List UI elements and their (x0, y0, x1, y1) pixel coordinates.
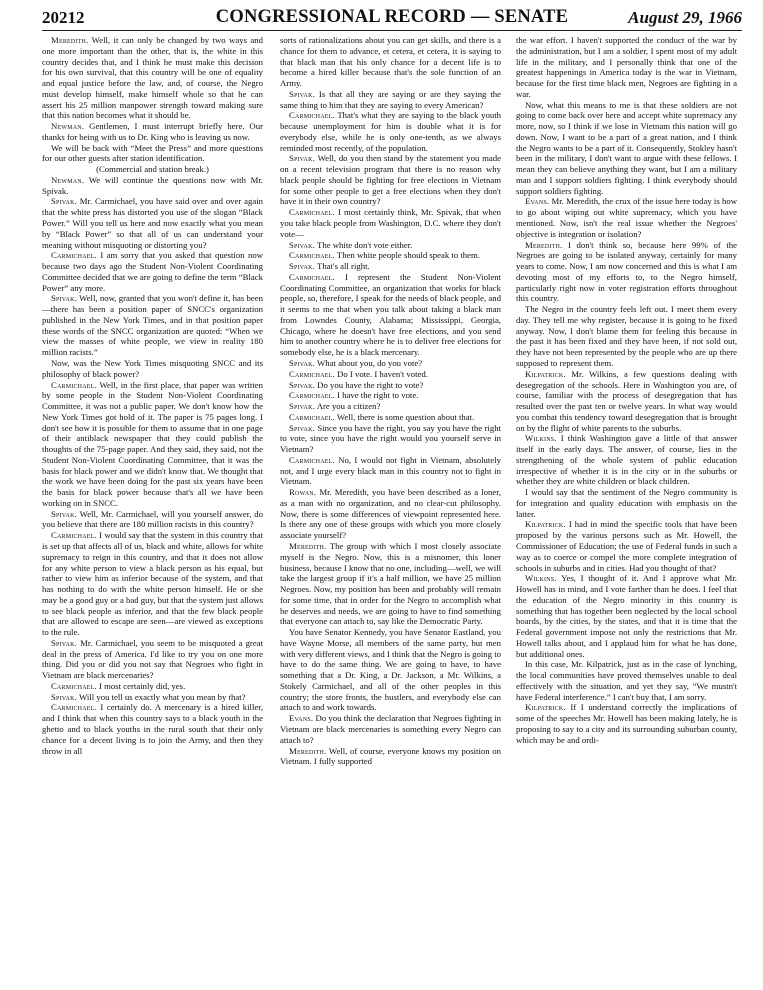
paragraph-text: Mr. Wilkins, a few questions dealing with desegregation of the schools. Here in Washington you are, of course, familiar with the process of desegregation that has resulted over the past ten or twelve years. In what way would you combat this tendency toward desegregation that is brought on by the flight of white parents to the suburbs. (516, 368, 737, 433)
paragraph (42, 196, 263, 250)
paragraph-text: (Commercial and station break.) (96, 164, 209, 175)
paragraph-text: Well, it can only be changed by two ways and one more important than the other, that is, the white in this country decides that, and I think he must make this decision for his own survival, that this country will be one of equality and equal justice before the law, and, of course, the Negro must develop himself, make himself whole so that he can assert his 25 million manpower strength toward making sure that this nation becomes what it should be. (42, 35, 263, 121)
paragraph (280, 272, 501, 358)
header-rule (42, 30, 742, 31)
paragraph-text: the war effort. I haven't supported the conduct of the war by the administration, but I am a soldier, I spent most of my adult life in the military, and I personally think that one of the greatest happenings in America today is the war in Vietnam, because for the first time black men, Negroes are fighting in a war. (516, 35, 737, 99)
paragraph (280, 541, 501, 627)
paragraph-text: That's all right. (315, 261, 370, 272)
paragraph-text: I most certainly did, yes. (96, 680, 186, 691)
paragraph (280, 627, 501, 713)
paragraph (280, 412, 501, 423)
speaker-name: Wilkins. (525, 433, 557, 444)
paragraph-text: That's what they are saying to the black youth because unemployment for him is double what it is for everybody else, while he is only one-tenth, as we always reminded most recently, of the population. (280, 110, 501, 153)
speaker-name: Spivak. (289, 88, 315, 99)
speaker-name: Carmichael. (289, 207, 335, 218)
paragraph-text: Gentlemen, I must interrupt briefly here. Our thanks for being with us to Dr. King who is leaving us now. (42, 121, 263, 142)
speaker-name: Kilpatrick. (525, 702, 566, 713)
page-number: 20212 (42, 8, 85, 27)
text-column-3 (516, 35, 737, 746)
paragraph (280, 401, 501, 412)
paragraph-text: Are you a citizen? (315, 401, 381, 412)
paragraph (42, 164, 263, 175)
speaker-name: Carmichael. (289, 110, 335, 121)
speaker-name: Meredith. (51, 35, 89, 45)
paragraph (280, 455, 501, 487)
speaker-name: Spivak. (51, 691, 77, 702)
paragraph (516, 369, 737, 434)
speaker-name: Carmichael. (289, 411, 335, 422)
paragraph-text: Now, was the New York Times misquoting SNCC and its philosophy of black power? (42, 357, 263, 379)
publication-title: CONGRESSIONAL RECORD — SENATE (215, 7, 569, 27)
speaker-name: Spivak. (289, 153, 315, 164)
paragraph (42, 702, 263, 756)
speaker-name: Spivak. (289, 379, 315, 390)
paragraph-text: Mr. Meredith, the crux of the issue here today is how to go about wiping out white supremacy, which you have mentioned. Now, isn't the real issue whether the Negroes' objective is integration or isolation? (516, 196, 737, 239)
paragraph-text: Is that all they are saying or are they saying the same thing to him that they are saying to every American? (280, 88, 501, 110)
paragraph-text: Do I vote. I haven't voted. (334, 368, 428, 379)
speaker-name: Spivak. (51, 508, 77, 519)
speaker-name: Carmichael. (51, 680, 97, 691)
paragraph (42, 250, 263, 293)
paragraph-text: I represent the Student Non-Violent Coordinating Committee, an organization that works for black people, so, therefore, I speak for the needs of black people, and it seems to me that when you talk about taking a black man from Lowndes County, Alabama; Mississippi, Georgia, Chicago, where he doesn't have free elections, and you send him to another country where he is to deliver free elections for somebody else, he is a black mercenary. (280, 271, 501, 358)
paragraph (516, 196, 737, 239)
paragraph-text: If I understand correctly the implications of some of the speeches Mr. Howell has been making lately, he is proposing to say to a city and its surrounding suburban county, which may be and ordi- (516, 702, 737, 745)
speaker-name: Carmichael. (289, 250, 335, 261)
speaker-name: Spivak. (289, 261, 315, 272)
paragraph-text: Mr. Meredith, you have been described as a loner, as a man with no organization, and no clear-cut philosophy. Now, there is some differences of viewpoint represented here. Is there any one of these groups with which you more closely associate yourself? (280, 487, 501, 541)
paragraph (280, 369, 501, 380)
paragraph (42, 293, 263, 358)
paragraph-text: sorts of rationalizations about you can get skills, and there is a chance for them to advance, et cetera, et cetera, it is saying to that black man that his only chance for a decent life is to become a hired killer because that's the sole function of an Army. (280, 35, 501, 89)
paragraph (280, 358, 501, 369)
paragraph-text: I don't think so, because here 99% of the Negroes are going to be isolated anyway, certainly for many years to come. Now, I am now concerned and this is what I am devoting most of my efforts to, to the Negro himself, particularly right now in voter registration efforts throughout this country. (516, 239, 737, 304)
paragraph (516, 304, 737, 369)
paragraph-text: I most certainly think, Mr. Spivak, that when you take black people from Washington, D.C. where they don't vote— (280, 207, 501, 239)
paragraph-text: I am sorry that you asked that question now because two days ago the Student Non-Violent Coordinating Committee decided that we are going to define the term “Black Power” any more. (42, 250, 263, 293)
paragraph (516, 487, 737, 519)
speaker-name: Spivak. (289, 422, 315, 433)
speaker-name: Spivak. (289, 401, 315, 412)
paragraph-text: Well, of course, everyone knows my position on Vietnam. I fully supported (280, 745, 501, 767)
paragraph (42, 380, 263, 509)
speaker-name: Rowan. (289, 487, 317, 498)
paragraph (42, 143, 263, 165)
speaker-name: Evans. (525, 196, 550, 207)
paragraph-text: I certainly do. A mercenary is a hired killer, and I think that when this country says to a black youth in the ghetto and to black youths in the rural south that their only chance for a decent living is to join the Army, and then they throw in all (42, 702, 263, 756)
speaker-name: Spivak. (51, 637, 77, 648)
paragraph (516, 573, 737, 659)
speaker-name: Carmichael. (51, 530, 97, 541)
paragraph-text: We will continue the questions now with Mr. Spivak. (42, 174, 263, 196)
paragraph-text: I think Washington gave a little of that answer itself in the early days. The answer, of course, lies in the strengthening of the whole system of public education irrespective of whether it is in the city or in the suburbs or whether they are white children or black children. (516, 433, 737, 487)
paragraph (280, 390, 501, 401)
speaker-name: Carmichael. (51, 379, 97, 390)
paragraph-text: What about you, do you vote? (315, 357, 423, 368)
paragraph-text: We will be back with “Meet the Press” and more questions for our other guests after station identification. (42, 142, 263, 164)
paragraph (280, 746, 501, 768)
paragraph (516, 659, 737, 702)
paragraph (516, 702, 737, 745)
paragraph (280, 250, 501, 261)
speaker-name: Carmichael. (289, 454, 335, 465)
paragraph-text: I have the right to vote. (334, 390, 419, 401)
paragraph-text: No, I would not fight in Vietnam, absolutely not, and I urge every black man in this country not to fight in Vietnam. (280, 454, 501, 487)
speaker-name: Carmichael. (289, 390, 335, 401)
paragraph-text: You have Senator Kennedy, you have Senator Eastland, you have Wayne Morse, all members of the same party, but men with very different views, and I think that the Negro is going to have to do the same thing. We are going to have, to have something that a Dr. King, a Dr. Jackson, a Mr. Wilkins, a Stokely Carmichael, and all of the other peoples in this country; the store fronts, the hustlers, and everybody else can attach to and work towards. (280, 627, 501, 713)
paragraph-text: In this case, Mr. Kilpatrick, just as in the case of lynching, the local communities have proved themselves unable to deal effectively with the situation, and yet they say, “We mustn't have Federal interference.” I can't buy that, I am sorry. (516, 659, 737, 702)
paragraph-text: Mr. Carmichael, you have said over and over again that the white press has distorted you use of the slogan “Black Power.” Will you tell us here and now exactly what you mean by “Black Power” so that all of us can understand your meaning without misquoting or distorting you? (42, 196, 263, 250)
speaker-name: Spivak. (289, 239, 315, 250)
paragraph (280, 423, 501, 455)
paragraph-text: Since you have the right, you say you have the right to vote, since you have the right would you yourself serve in Vietnam? (280, 422, 501, 455)
paragraph (42, 530, 263, 638)
page-header (42, 6, 742, 32)
paragraph-text: Mr. Carmichael, you seem to be misquoted a great deal in the press of America. I'd like to try you on one more thing. Did you or did you not say that Negroes who fight in Vietnam are black mercenaries? (42, 637, 263, 681)
paragraph (516, 35, 737, 100)
paragraph (280, 261, 501, 272)
paragraph-text: Well, there is some question about that. (334, 411, 475, 422)
paragraph (42, 692, 263, 703)
paragraph (516, 433, 737, 487)
paragraph (42, 681, 263, 692)
speaker-name: Spivak. (51, 196, 77, 207)
paragraph-text: I would say that the sentiment of the Negro community is for integration and quality education with emphasis on the latter. (516, 487, 737, 519)
paragraph-text: The white don't vote either. (315, 239, 413, 250)
paragraph (516, 240, 737, 305)
text-column-1 (42, 35, 263, 756)
paragraph-text: The group with which I most closely associate myself is the Negro. Now, this is a misnomer, this loner business, because I know that no one, including—well, we will take the largest group if it's a half million, we have 25 million Negroes. Now, my position has been and probably will remain for some time, that in order for the Negro to accomplish what he deserves and needs, we are going to have to find something that everyone can attach to, say like the Democratic Party. (280, 540, 501, 627)
paragraph (42, 35, 263, 121)
paragraph-text: Do you have the right to vote? (315, 379, 424, 390)
paragraph (42, 121, 263, 143)
paragraph (42, 638, 263, 681)
paragraph-text: Well, do you then stand by the statement you made on a recent television program that there is no reason why black people should be fighting for free elections in Vietnam for some other people to get a free elections when they don't have it in their own country? (280, 153, 501, 207)
speaker-name: Wilkins. (525, 573, 557, 584)
paragraph (280, 207, 501, 239)
paragraph (42, 358, 263, 380)
paragraph-text: Then white people should speak to them. (334, 250, 480, 261)
paragraph (280, 110, 501, 153)
speaker-name: Meredith. (525, 239, 563, 250)
paragraph-text: Will you tell us exactly what you mean by that? (77, 691, 246, 702)
paragraph-text: The Negro in the country feels left out. I meet them every day. They tell me why register, because it is going to be fixed anyway. Now, I don't blame them for feeling this because in the past it has been fixed and they have been, if not sold out, they have not been represented by the people who are up there supposed to represent them. (516, 304, 737, 368)
paragraph (280, 380, 501, 391)
paragraph-text: Do you think the declaration that Negroes fighting in Vietnam are black mercenaries is something every Negro can attach to? (280, 713, 501, 745)
speaker-name: Carmichael. (289, 368, 335, 379)
speaker-name: Carmichael. (51, 702, 97, 713)
speaker-name: Carmichael. (289, 271, 335, 282)
paragraph (42, 509, 263, 531)
speaker-name: Spivak. (289, 357, 315, 368)
paragraph (280, 89, 501, 111)
speaker-name: Meredith. (289, 745, 327, 756)
paragraph-text: I would say that the system in this country that is set up that affects all of us, black and white, allows for white supremacy to reign in this country, and that it does not allow for any white person to view a black person as his equal, but rather to view him as inferior because of the system, and that has nothing to do with the white person himself. He or she may be a good guy or a bad guy, but that the system just allows to see black people as inferior, and that the few black people that are allowed to escape are seen—are viewed as exceptions to the rule. (42, 530, 263, 638)
paragraph (280, 240, 501, 251)
issue-date: August 29, 1966 (628, 8, 742, 27)
paragraph-text: Well, now, granted that you won't define it, has been—there has been a position paper of SNCC's organization published in the New York Times, and in that position paper these words of the SNCC organization are quoted: “When we view the masses of white people, we view in reality 180 million racists.” (42, 293, 263, 358)
speaker-name: Carmichael. (51, 250, 97, 261)
paragraph (280, 35, 501, 89)
paragraph-text: Now, what this means to me is that these soldiers are not going to come back over here and accept white supremacy any more, now, so I think if we lose in Vietnam this nation will go down. Now, I want to be a part of a great nation, and I think the Negro wants to be a part of it. Consequently, Stokley hasn't been in the military, I don't want to argue with these fellows. I mean they can believe anything they want, but I am a military man and I support soldiers fighting. I think everybody should support soldiers fighting. (516, 99, 737, 196)
speaker-name: Evans. (289, 713, 314, 724)
paragraph-text: Yes, I thought of it. And I approve what Mr. Howell has in mind, and I vote farther than he does. I feel that the education of the Negro minority in this country is something that has together been neglected by the local school boards, by the cities, by the states, and that it is time that the Federal government impose not only the restrictions that Mr. Howell talks about, and I applaud him for what he has done, but additional ones. (516, 573, 737, 659)
paragraph (280, 487, 501, 541)
paragraph (280, 713, 501, 745)
speaker-name: Spivak. (51, 293, 77, 304)
speaker-name: Newman. (51, 121, 85, 132)
paragraph-text: Well, in the first place, that paper was written by some people in the Student Non-Violent Coordinating Committee, it was not a public paper. We don't know how the New York Times got hold of it. The paper is 75 pages long. I don't see how it is possible for them to assume that in one page of their antiblack newspaper that they could publish the thoughts of the 75-page paper. And they said, they said, not the Student Non-Violent Coordinating Committee, that it was the basis for black power and we didn't know that. We thought that the work we have been doing for the past six years have been the basis for black power because that's all we have been working on in SNCC. (42, 379, 263, 508)
text-column-2 (280, 35, 501, 767)
speaker-name: Newman. (51, 174, 85, 185)
paragraph (516, 519, 737, 573)
paragraph-text: I had in mind the specific tools that have been proposed by the various persons such as Mr. Howell, the Commissioner of Education; the use of Federal funds in such a way as to coerce or compel the more complete integration of schools in suburbs and in cities. Had you thought of that? (516, 519, 737, 573)
speaker-name: Kilpatrick. (525, 519, 566, 530)
speaker-name: Meredith. (289, 540, 327, 551)
paragraph (42, 175, 263, 197)
speaker-name: Kilpatrick. (525, 368, 566, 379)
paragraph (516, 100, 737, 197)
paragraph-text: Well, Mr. Carmichael, will you yourself answer, do you believe that there are 180 million racists in this country? (42, 508, 263, 530)
paragraph (280, 153, 501, 207)
